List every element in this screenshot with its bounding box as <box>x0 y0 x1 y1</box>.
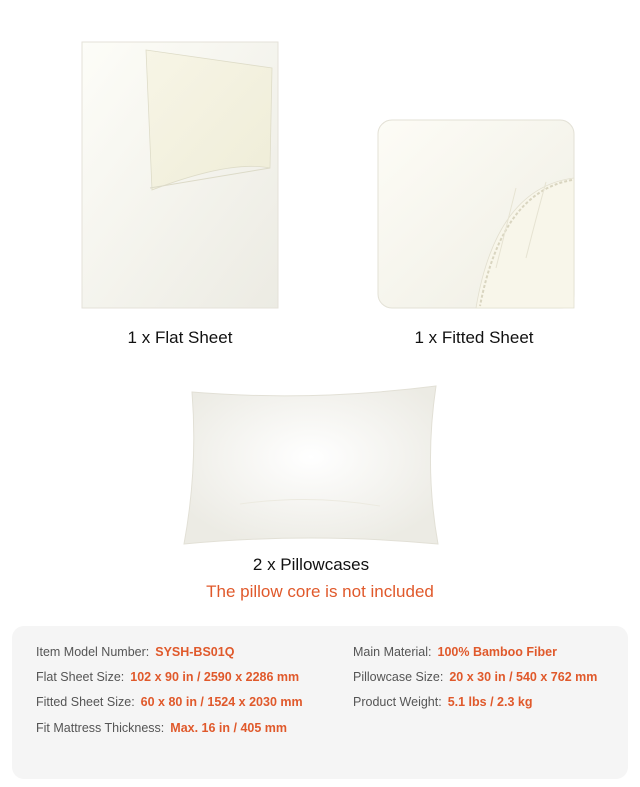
spec-value: Max. 16 in / 405 mm <box>170 721 288 735</box>
spec-pillowcase-size <box>353 670 597 684</box>
spec-value: SYSH-BS01Q <box>155 645 235 659</box>
spec-label: Fitted Sheet Size: <box>36 695 135 709</box>
specifications-panel <box>12 626 628 779</box>
spec-label: Main Material: <box>353 645 432 659</box>
pillowcase-image <box>180 384 442 548</box>
spec-label: Flat Sheet Size: <box>36 670 125 684</box>
spec-value: 20 x 30 in / 540 x 762 mm <box>449 670 598 684</box>
pillow-core-note: The pillow core is not included <box>206 582 434 601</box>
spec-value: 100% Bamboo Fiber <box>437 645 557 659</box>
flat-sheet-image <box>80 40 280 310</box>
fitted-sheet-caption: 1 x Fitted Sheet <box>414 328 534 347</box>
spec-product-weight <box>353 695 532 709</box>
fitted-sheet-image <box>376 118 576 310</box>
spec-mattress-thickness <box>36 721 287 735</box>
spec-label: Fit Mattress Thickness: <box>36 721 165 735</box>
flat-sheet-caption: 1 x Flat Sheet <box>127 328 233 347</box>
spec-value: 102 x 90 in / 2590 x 2286 mm <box>130 670 300 684</box>
spec-value: 60 x 80 in / 1524 x 2030 mm <box>140 695 303 709</box>
spec-label: Pillowcase Size: <box>353 670 444 684</box>
pillowcases-caption: 2 x Pillowcases <box>252 555 370 574</box>
spec-value: 5.1 lbs / 2.3 kg <box>447 695 533 709</box>
spec-flat-sheet-size <box>36 670 299 684</box>
spec-label: Item Model Number: <box>36 645 150 659</box>
spec-main-material <box>353 645 557 659</box>
spec-label: Product Weight: <box>353 695 442 709</box>
spec-fitted-sheet-size <box>36 695 303 709</box>
spec-model-number <box>36 645 234 659</box>
